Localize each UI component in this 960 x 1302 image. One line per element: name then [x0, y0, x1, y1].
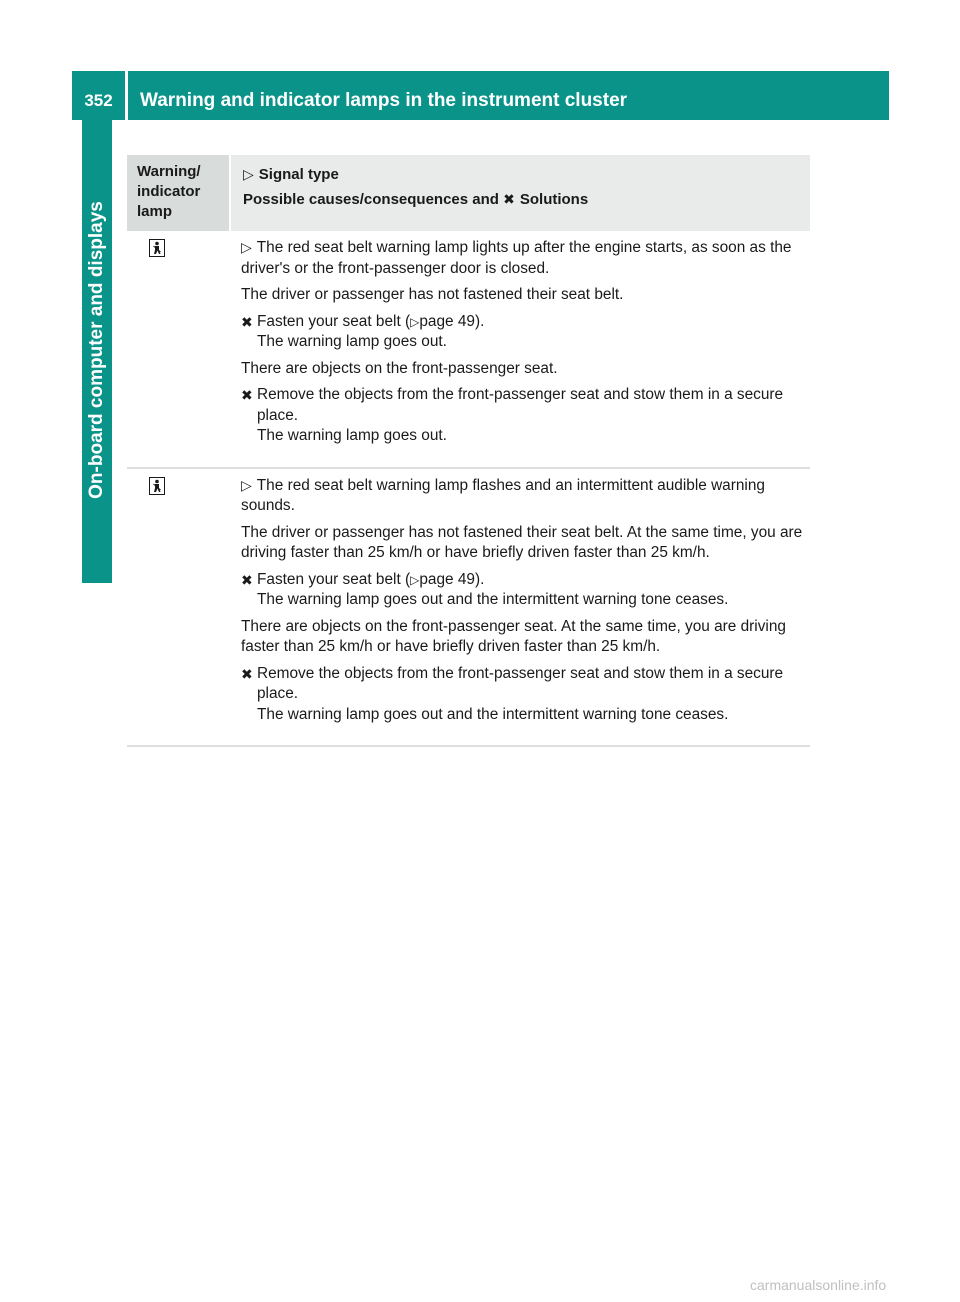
signal-triangle-icon: ▷	[241, 476, 252, 493]
col-header-lamp-line: lamp	[137, 203, 173, 220]
solution-x-icon: ✖	[241, 387, 253, 403]
table-header	[127, 155, 810, 231]
signal-text: ▷ The red seat belt warning lamp flashes and an intermittent audible warning sounds.	[241, 476, 765, 514]
signal-triangle-icon: ▷	[241, 239, 252, 255]
page-reference-link[interactable]: page 49).	[419, 570, 485, 588]
cause-text: There are objects on the front-passenger seat. At the same time, you are driving faster than 25 km/h or have briefly driven faster than 25 km/h.	[241, 617, 786, 655]
solution-step: ✖ Fasten your seat belt (▷page 49). The warning lamp goes out.	[241, 312, 810, 353]
solution-step: ✖ Remove the objects from the front-passenger seat and stow them in a secure place. The warning lamp goes out and the intermittent warning tone ceases.	[241, 664, 810, 726]
col-header-lamp-line: Warning/	[137, 163, 201, 180]
solution-x-icon: ✖	[241, 665, 253, 682]
col-header-lamp-line: indicator	[137, 183, 201, 200]
col-header-main	[231, 155, 810, 231]
seat-belt-icon	[149, 477, 165, 495]
page-reference-link[interactable]: page 49).	[419, 312, 485, 330]
table-row	[127, 231, 810, 469]
signal-text: ▷ The red seat belt warning lamp lights up after the engine starts, as soon as the driver's or the front-passenger door is closed.	[241, 239, 792, 277]
col-header-solutions: Solutions	[519, 191, 589, 208]
lamp-cell	[127, 469, 231, 746]
seat-belt-icon	[149, 239, 165, 257]
signal-triangle-icon: ▷	[243, 166, 254, 182]
step-result: The warning lamp goes out.	[257, 427, 447, 444]
solution-x-icon: ✖	[503, 191, 515, 207]
watermark: carmanualsonline.info	[750, 1277, 887, 1293]
solution-x-icon: ✖	[241, 571, 253, 588]
cause-text: The driver or passenger has not fastened their seat belt. At the same time, you are driving faster than 25 km/h or have briefly driven faster than 25 km/h.	[241, 523, 803, 561]
table-row	[127, 469, 810, 748]
step-result: The warning lamp goes out and the intermittent warning tone ceases.	[257, 705, 729, 723]
side-tab-label-wrap	[82, 165, 112, 535]
solution-step: ✖ Fasten your seat belt (▷page 49). The warning lamp goes out and the intermittent warning tone ceases.	[241, 570, 810, 611]
side-tab-label: On-board computer and displays	[86, 201, 107, 499]
solution-step: ✖ Remove the objects from the front-passenger seat and stow them in a secure place. The warning lamp goes out.	[241, 385, 810, 447]
page-number: 352	[84, 91, 113, 110]
lamp-cell	[127, 231, 231, 467]
description-cell	[231, 231, 810, 467]
col-header-causes: Possible causes/consequences and	[243, 191, 499, 208]
page-ref-triangle-icon: ▷	[410, 572, 420, 587]
page-ref-triangle-icon: ▷	[410, 314, 420, 329]
col-header-lamp	[127, 155, 229, 231]
description-cell	[231, 469, 810, 746]
col-header-signal-type: Signal type	[258, 166, 339, 183]
step-result: The warning lamp goes out and the intermittent warning tone ceases.	[257, 591, 729, 608]
cause-text: The driver or passenger has not fastened their seat belt.	[241, 286, 624, 303]
page-title: Warning and indicator lamps in the instrument cluster	[140, 90, 628, 111]
warning-lamp-table	[127, 155, 810, 747]
cause-text: There are objects on the front-passenger seat.	[241, 359, 558, 377]
solution-x-icon: ✖	[241, 313, 253, 330]
step-result: The warning lamp goes out.	[257, 333, 447, 350]
header-divider	[125, 71, 128, 120]
